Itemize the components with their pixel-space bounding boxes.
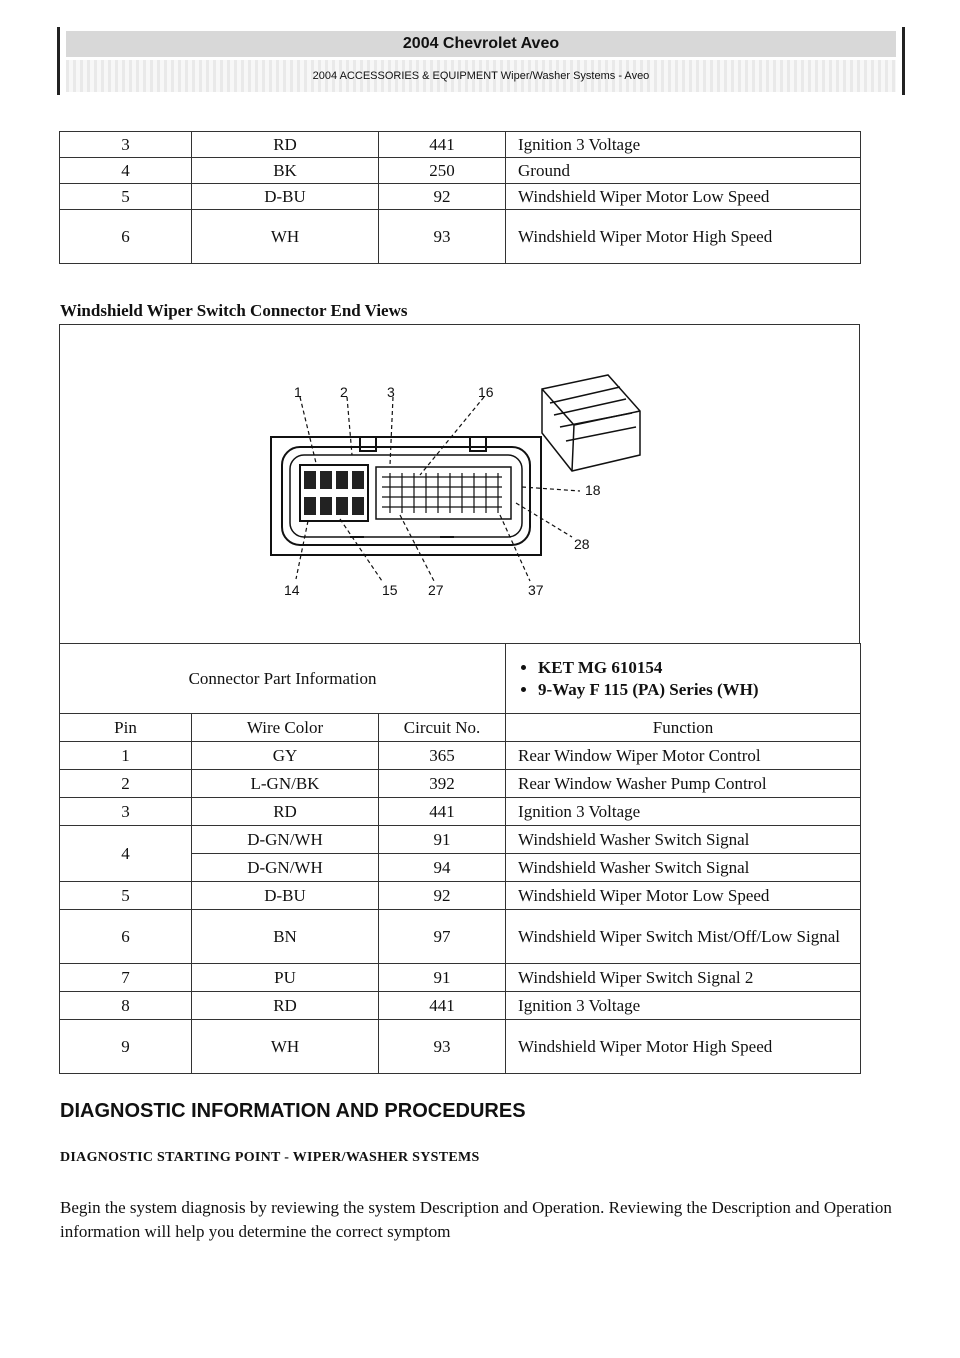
pinout-table-continued <box>59 131 861 264</box>
circuit-cell: 365 <box>379 742 506 770</box>
circuit-cell: 93 <box>379 1020 506 1074</box>
wire-color-cell: D-BU <box>192 882 379 910</box>
function-cell: Ignition 3 Voltage <box>506 798 861 826</box>
pin-label: 15 <box>382 582 398 598</box>
function-cell: Windshield Wiper Switch Mist/Off/Low Signal <box>506 910 861 964</box>
wire-color-cell: PU <box>192 964 379 992</box>
column-header: Wire Color <box>192 714 379 742</box>
pin-label: 16 <box>478 384 494 400</box>
pin-label: 3 <box>387 384 395 400</box>
column-header: Pin <box>60 714 192 742</box>
pin-label: 2 <box>340 384 348 400</box>
header-title: 2004 Chevrolet Aveo <box>66 31 896 57</box>
circuit-cell: 94 <box>379 854 506 882</box>
function-cell: Windshield Wiper Motor Low Speed <box>506 882 861 910</box>
pin-cell: 6 <box>60 910 192 964</box>
table-row <box>60 210 861 264</box>
wire-color-cell: D-GN/WH <box>192 854 379 882</box>
part-info-label: Connector Part Information <box>60 644 506 714</box>
list-item: • 9-Way F 115 (PA) Series (WH) <box>538 680 856 700</box>
circuit-cell: 93 <box>379 210 506 264</box>
header-row <box>60 714 861 742</box>
wire-color-cell: WH <box>192 210 379 264</box>
function-cell: Windshield Wiper Motor Low Speed <box>506 184 861 210</box>
body-paragraph: Begin the system diagnosis by reviewing the system Description and Operation. Reviewing the Description and Operation information will help you determine the correct symptom <box>60 1198 892 1241</box>
connector-pinout-table <box>59 643 861 1074</box>
pin-cell: 5 <box>60 184 192 210</box>
circuit-cell: 392 <box>379 770 506 798</box>
pin-cell: 3 <box>60 798 192 826</box>
connector-end-view-drawing <box>60 325 859 643</box>
function-cell: Rear Window Wiper Motor Control <box>506 742 861 770</box>
part-info-list <box>510 658 856 700</box>
pin-label: 14 <box>284 582 300 598</box>
circuit-cell: 91 <box>379 964 506 992</box>
pin-cell: 3 <box>60 132 192 158</box>
wire-color-cell: D-BU <box>192 184 379 210</box>
part-info-row <box>60 644 861 714</box>
pin-cell: 7 <box>60 964 192 992</box>
pin-label: 37 <box>528 582 544 598</box>
column-header: Function <box>506 714 861 742</box>
table-row <box>60 158 861 184</box>
table-row <box>60 1020 861 1074</box>
pin-cell: 8 <box>60 992 192 1020</box>
wire-color-cell: BN <box>192 910 379 964</box>
pin-cell: 4 <box>60 826 192 882</box>
table-row <box>60 992 861 1020</box>
function-cell: Windshield Washer Switch Signal <box>506 854 861 882</box>
pin-label: 27 <box>428 582 444 598</box>
header-subtitle: 2004 ACCESSORIES & EQUIPMENT Wiper/Washer Systems - Aveo <box>66 60 896 92</box>
pin-cell: 4 <box>60 158 192 184</box>
table-row <box>60 882 861 910</box>
function-cell: Windshield Washer Switch Signal <box>506 826 861 854</box>
wire-color-cell: L-GN/BK <box>192 770 379 798</box>
table-row <box>60 964 861 992</box>
document-header <box>57 27 905 95</box>
function-cell: Rear Window Washer Pump Control <box>506 770 861 798</box>
pin-label: 28 <box>574 536 590 552</box>
pin-cell: 9 <box>60 1020 192 1074</box>
circuit-cell: 441 <box>379 132 506 158</box>
table-row <box>60 826 861 854</box>
function-cell: Ignition 3 Voltage <box>506 132 861 158</box>
function-cell: Windshield Wiper Motor High Speed <box>506 210 861 264</box>
circuit-cell: 441 <box>379 992 506 1020</box>
function-cell: Ignition 3 Voltage <box>506 992 861 1020</box>
figure-caption: Windshield Wiper Switch Connector End Views <box>60 301 408 320</box>
circuit-cell: 250 <box>379 158 506 184</box>
wire-color-cell: RD <box>192 992 379 1020</box>
function-cell: Windshield Wiper Switch Signal 2 <box>506 964 861 992</box>
wire-color-cell: BK <box>192 158 379 184</box>
pin-label: 18 <box>585 482 601 498</box>
list-item: • KET MG 610154 <box>538 658 856 678</box>
function-cell: Windshield Wiper Motor High Speed <box>506 1020 861 1074</box>
section-subheading: DIAGNOSTIC STARTING POINT - WIPER/WASHER SYSTEMS <box>60 1150 480 1165</box>
table-row <box>60 184 861 210</box>
circuit-cell: 441 <box>379 798 506 826</box>
circuit-cell: 97 <box>379 910 506 964</box>
wire-color-cell: RD <box>192 132 379 158</box>
wire-color-cell: RD <box>192 798 379 826</box>
wire-color-cell: D-GN/WH <box>192 826 379 854</box>
connector-figure <box>59 324 860 644</box>
table-row <box>60 798 861 826</box>
column-header: Circuit No. <box>379 714 506 742</box>
wire-color-cell: WH <box>192 1020 379 1074</box>
pin-cell: 6 <box>60 210 192 264</box>
circuit-cell: 92 <box>379 184 506 210</box>
wire-color-cell: GY <box>192 742 379 770</box>
table-row <box>60 910 861 964</box>
pin-cell: 1 <box>60 742 192 770</box>
circuit-cell: 92 <box>379 882 506 910</box>
table-row <box>60 770 861 798</box>
pin-cell: 2 <box>60 770 192 798</box>
table-row <box>60 742 861 770</box>
circuit-cell: 91 <box>379 826 506 854</box>
function-cell: Ground <box>506 158 861 184</box>
pin-cell: 5 <box>60 882 192 910</box>
section-heading: DIAGNOSTIC INFORMATION AND PROCEDURES <box>60 1100 526 1122</box>
part-info-list-cell <box>506 644 861 714</box>
pin-label: 1 <box>294 384 302 400</box>
table-row <box>60 132 861 158</box>
